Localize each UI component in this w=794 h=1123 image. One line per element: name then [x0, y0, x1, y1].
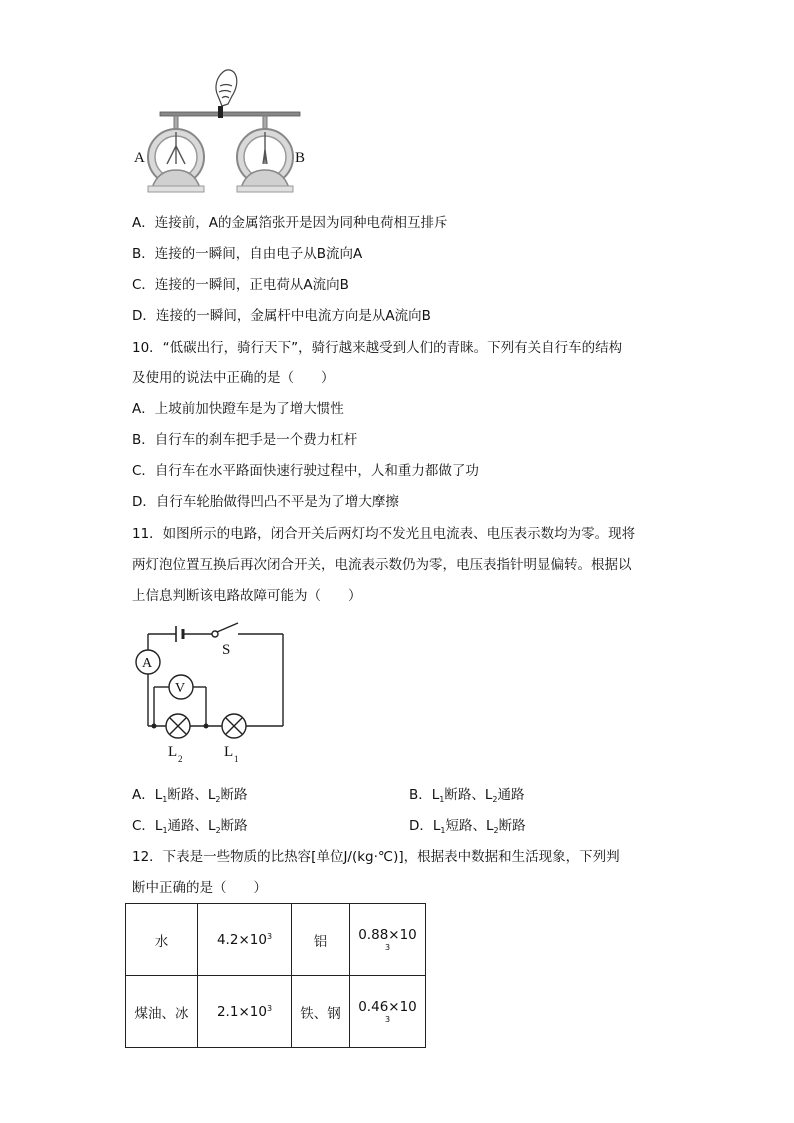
q12-stem-line2: 断中正确的是（ ） — [132, 880, 267, 896]
q11-stem-line1: 11．如图所示的电路，闭合开关后两灯均不发光且电流表、电压表示数均为零。现将 — [132, 526, 636, 542]
circuit-diagram — [128, 620, 293, 770]
lamp-l2-subscript: 2 — [178, 754, 183, 764]
table-cell-value: 0.88×10 3 — [350, 904, 426, 976]
hand-icon — [216, 70, 237, 106]
table-cell-substance: 铝 — [292, 904, 350, 976]
q11-option-d: D．$L_1$短路、$L_2$断路 — [409, 818, 526, 835]
q10-option-c: C．自行车在水平路面快速行驶过程中，人和重力都做了功 — [132, 463, 479, 479]
lamp-l1-label: L — [224, 744, 234, 760]
q11-stem-line3: 上信息判断该电路故障可能为（ ） — [132, 588, 362, 604]
q9-option-d: D．连接的一瞬间，金属杆中电流方向是从A流向B — [132, 308, 431, 324]
q10-stem-line1: 10．“低碳出行，骑行天下”，骑行越来越受到人们的青睐。下列有关自行车的结构 — [132, 340, 623, 356]
voltmeter-label: V — [175, 681, 186, 696]
electroscope-b — [237, 116, 293, 192]
switch-label: S — [222, 642, 231, 658]
q10-stem-line2: 及使用的说法中正确的是（ ） — [132, 370, 335, 386]
table-cell-substance: 煤油、冰 — [126, 976, 198, 1048]
ammeter-label: A — [142, 656, 153, 671]
q11-option-a: A．$L_1$断路、$L_2$断路 — [132, 787, 248, 804]
q9-option-b: B．连接的一瞬间，自由电子从B流向A — [132, 246, 363, 262]
electroscope-label-a: A — [134, 150, 145, 166]
table-cell-value: $4.2\times 10^3$ — [198, 904, 292, 976]
electroscope-label-b: B — [295, 150, 306, 166]
electroscope-a — [148, 116, 204, 192]
specific-heat-table — [125, 903, 426, 1048]
lamp-l2-label: L — [168, 744, 178, 760]
q10-option-b: B．自行车的刹车把手是一个费力杠杆 — [132, 432, 358, 448]
q12-stem-line1: 12．下表是一些物质的比热容[单位J/(kg·℃)]，根据表中数据和生活现象，下列判 — [132, 849, 620, 865]
q10-option-d: D．自行车轮胎做得凹凸不平是为了增大摩擦 — [132, 494, 399, 510]
table-cell-value: 0.46×10 3 — [350, 976, 426, 1048]
q11-option-c: C．$L_1$通路、$L_2$断路 — [132, 818, 248, 835]
table-row — [126, 976, 426, 1048]
q9-option-a: A．连接前，A的金属箔张开是因为同种电荷相互排斥 — [132, 215, 448, 231]
table-cell-value: $2.1\times 10^3$ — [198, 976, 292, 1048]
q11-option-b: B．$L_1$断路、$L_2$通路 — [409, 787, 525, 804]
q11-stem-line2: 两灯泡位置互换后再次闭合开关，电流表示数仍为零，电压表指针明显偏转。根据以 — [132, 557, 632, 573]
q9-option-c: C．连接的一瞬间，正电荷从A流向B — [132, 277, 349, 293]
table-row — [126, 904, 426, 976]
q10-option-a: A．上坡前加快蹬车是为了增大惯性 — [132, 401, 344, 417]
electroscope-figure — [130, 66, 310, 196]
table-cell-substance: 水 — [126, 904, 198, 976]
lamp-l1-subscript: 1 — [234, 754, 239, 764]
table-cell-substance: 铁、钢 — [292, 976, 350, 1048]
metal-rod — [160, 112, 300, 116]
